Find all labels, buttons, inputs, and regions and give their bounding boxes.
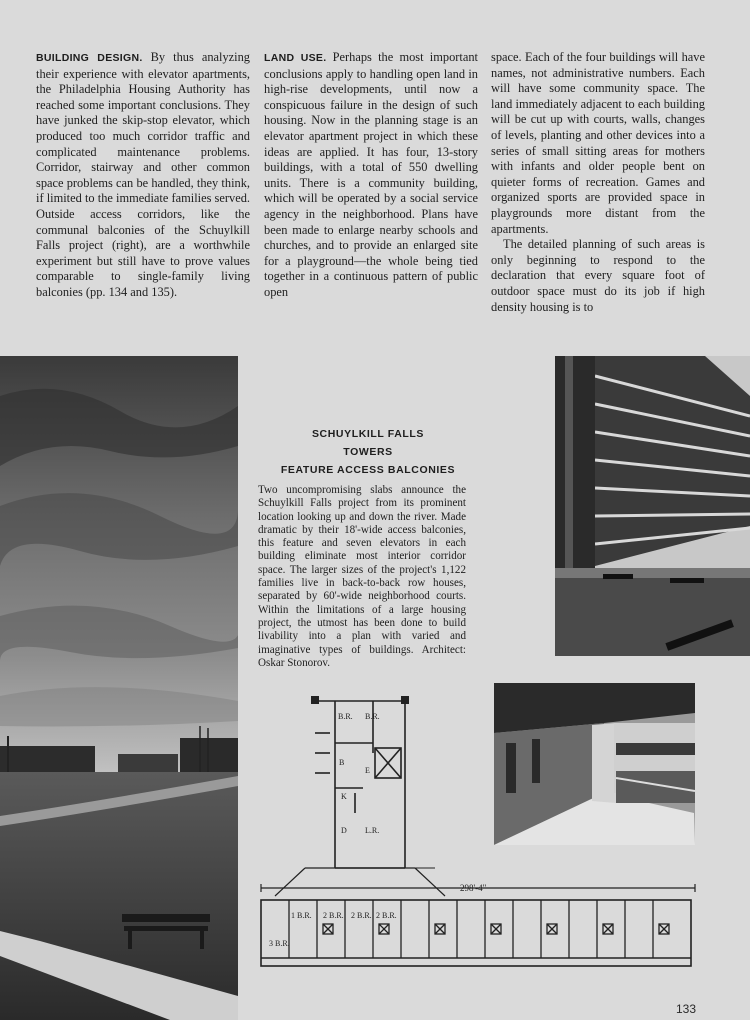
paragraph: The detailed planning of such areas is only beginning to respond to the declaration that every square foot of outdoor space must do its job if high density housing is to xyxy=(491,237,705,314)
unit-label: 2 B.R. xyxy=(351,911,372,920)
room-label: B xyxy=(339,758,345,767)
paragraph xyxy=(36,50,250,301)
caption-title xyxy=(258,425,478,479)
room-label: L.R. xyxy=(365,826,380,835)
tower-photo xyxy=(555,356,750,656)
page-number: 133 xyxy=(676,1002,697,1016)
balcony-corridor-photo xyxy=(494,683,695,845)
caption-title-line: FEATURE ACCESS BALCONIES xyxy=(280,464,456,476)
unit-floor-plan xyxy=(305,693,435,873)
article-column-1 xyxy=(36,50,250,301)
room-label: B.R. xyxy=(365,712,380,721)
room-label: K xyxy=(341,792,347,801)
caption-body: Two uncompromising slabs announce the Schuylkill Falls project from its prominent location looking up and down the river. Made dramatic by their 18'-wide access balconies, this feature and seven elevators in each building eliminate most interior corridor space. The larger sizes of the project's 1,122 families live in back-to-back row houses, separated by 60'-wide neighborhood courts. Within the limitations of a large housing project, the utmost has been done to build livability into a plan with varied and imaginative types of buildings. Architect: Oskar Stonorov. xyxy=(258,484,466,669)
unit-label: 3 B.R. xyxy=(269,939,290,948)
paragraph: space. Each of the four buildings will have names, not administrative numbers. Each will have some community space. The land immediately adjacent to each building will be cut up with courts, walls, changes of levels, planting and other devices into a series of small sitting areas for mothers with infants and older people bent on quieter forms of recreation. Games and organized sports are provided space in playgrounds more distant from the apartments. xyxy=(491,50,705,236)
landscape-photo xyxy=(0,356,238,1020)
section-heading-building-design: BUILDING DESIGN. xyxy=(36,52,143,64)
caption-title-line: SCHUYLKILL FALLS xyxy=(311,428,425,440)
paragraph-text: By thus analyzing their experience with elevator apartments, the Philadelphia Housing Authority has reached some important conclusions. They have junked the skip-stop elevator, which produced too much corridor traffic and complicated maintenance problems. Corridor, stairway and other common space problems can be handled, they think, if limited to the immediate families served. Outside access corridors, like the communal balconies of the Schuylkill Falls project (right), are a worthwhile experiment but still have to prove values comparable to single-family living balconies (pp. 134 and 135). xyxy=(36,50,251,299)
paragraph xyxy=(264,50,478,301)
room-label: B.R. xyxy=(338,712,353,721)
caption-title-line: TOWERS xyxy=(343,446,393,458)
article-column-2 xyxy=(264,50,478,301)
room-label: E xyxy=(365,766,370,775)
article-column-3 xyxy=(491,50,705,315)
room-label: D xyxy=(341,826,347,835)
plan-dimension: 298'-4" xyxy=(460,883,487,893)
unit-label: 1 B.R. xyxy=(291,911,312,920)
building-floor-plan xyxy=(255,866,700,976)
unit-label: 2 B.R. xyxy=(323,911,344,920)
section-heading-land-use: LAND USE. xyxy=(264,52,327,64)
unit-label: 2 B.R. xyxy=(376,911,397,920)
paragraph-text: Perhaps the most important conclusions apply to handling open land in high-rise developments, until now a conspicuous failure in the design of such housing. Now in the planning stage is an elevator apartment project in which these ideas are applied. It has four, 13-story buildings, with a total of 550 dwelling units. There is a community building, which will be operated by a social service agency in the neighborhood. Plans have been made to enlarge nearby schools and churches, and to provide an enlarged site for a playground—the whole being tied together in a continuous pattern of public open xyxy=(264,50,478,299)
